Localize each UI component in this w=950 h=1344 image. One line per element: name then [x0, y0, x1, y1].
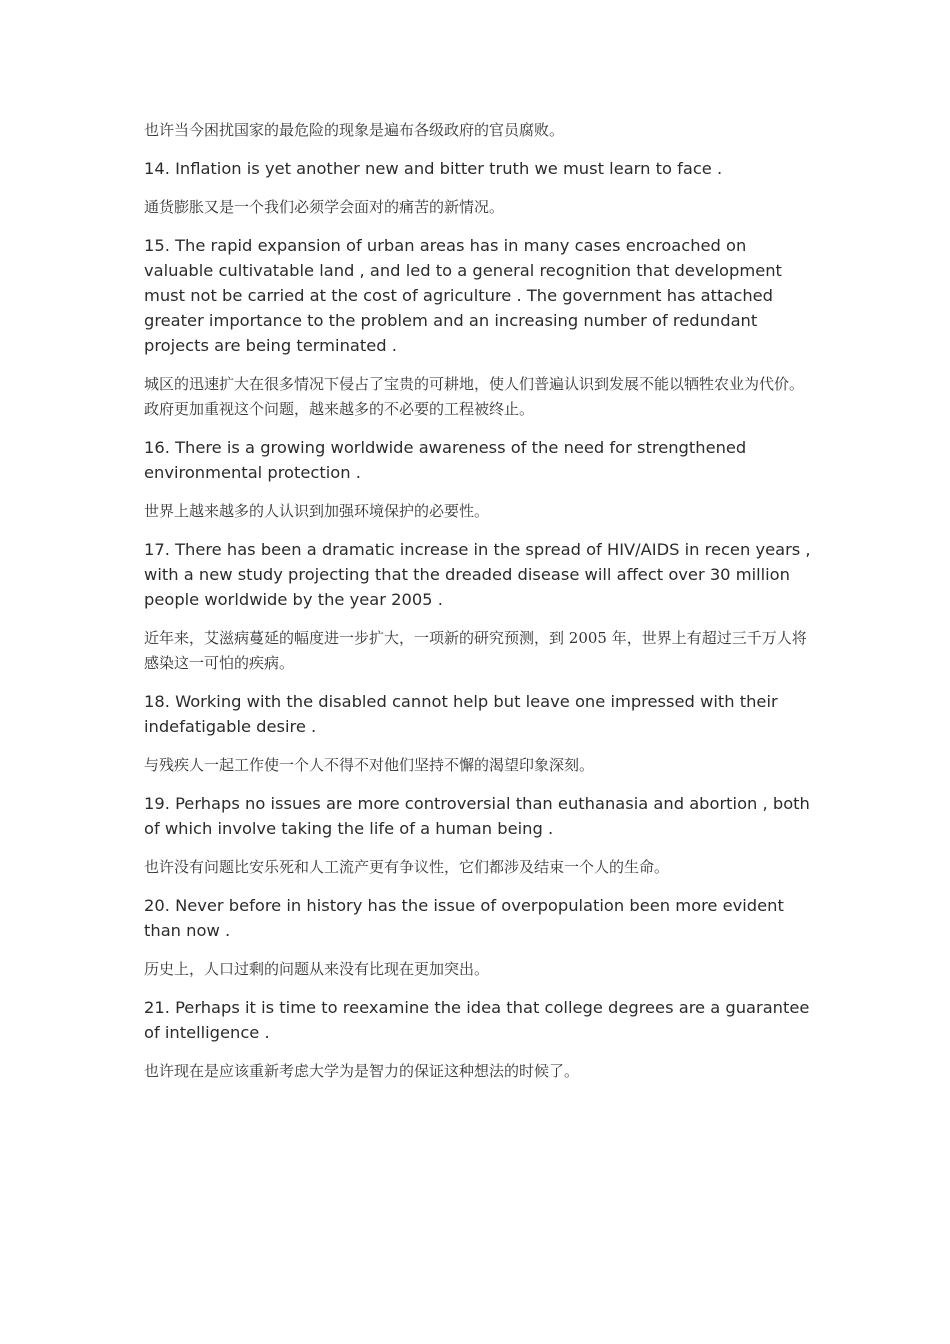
paragraph-en-20: 20. Never before in history has the issue of overpopulation been more evident than now .: [144, 896, 784, 940]
paragraph-en-19: 19. Perhaps no issues are more controversial than euthanasia and abortion , both of which involve taking the life of a human being .: [144, 794, 810, 838]
document-page: [144, 118, 812, 1097]
paragraph-en-21: 21. Perhaps it is time to reexamine the idea that college degrees are a guarantee of intelligence .: [144, 998, 810, 1042]
paragraph-zh-19: 也许没有问题比安乐死和人工流产更有争议性，它们都涉及结束一个人的生命。: [144, 858, 670, 876]
paragraph-zh-13: 也许当今困扰国家的最危险的现象是遍布各级政府的官员腐败。: [144, 121, 565, 139]
paragraph-zh-17: 近年来，艾滋病蔓延的幅度进一步扩大，一项新的研究预测，到 2005 年，世界上有超过三千万人将感染这一可怕的疾病。: [144, 629, 807, 672]
paragraph-en-16: 16. There is a growing worldwide awareness of the need for strengthened environmental protection .: [144, 438, 747, 482]
paragraph-en-18: 18. Working with the disabled cannot help but leave one impressed with their indefatigable desire .: [144, 692, 778, 736]
paragraph-zh-20: 历史上，人口过剩的问题从来没有比现在更加突出。: [144, 960, 490, 978]
paragraph-zh-21: 也许现在是应该重新考虑大学为是智力的保证这种想法的时候了。: [144, 1062, 580, 1080]
paragraph-zh-14: 通货膨胀又是一个我们必须学会面对的痛苦的新情况。: [144, 198, 505, 216]
paragraph-zh-18: 与残疾人一起工作使一个人不得不对他们坚持不懈的渴望印象深刻。: [144, 756, 595, 774]
paragraph-en-17: 17. There has been a dramatic increase in the spread of HIV/AIDS in recen years , with a new study projecting that the dreaded disease will affect over 30 million people worldwide by the year 2005 .: [144, 540, 811, 609]
paragraph-en-14: 14. Inflation is yet another new and bitter truth we must learn to face .: [144, 159, 723, 178]
paragraph-zh-16: 世界上越来越多的人认识到加强环境保护的必要性。: [144, 502, 490, 520]
paragraph-zh-15: 城区的迅速扩大在很多情况下侵占了宝贵的可耕地，使人们普遍认识到发展不能以牺牲农业为代价。政府更加重视这个问题，越来越多的不必要的工程被终止。: [144, 375, 805, 418]
paragraph-en-15: 15. The rapid expansion of urban areas has in many cases encroached on valuable cultivatable land , and led to a general recognition that development must not be carried at the cost of agriculture . The government has attached greater importance to the problem and an increasing number of redundant projects are being terminated .: [144, 236, 782, 355]
